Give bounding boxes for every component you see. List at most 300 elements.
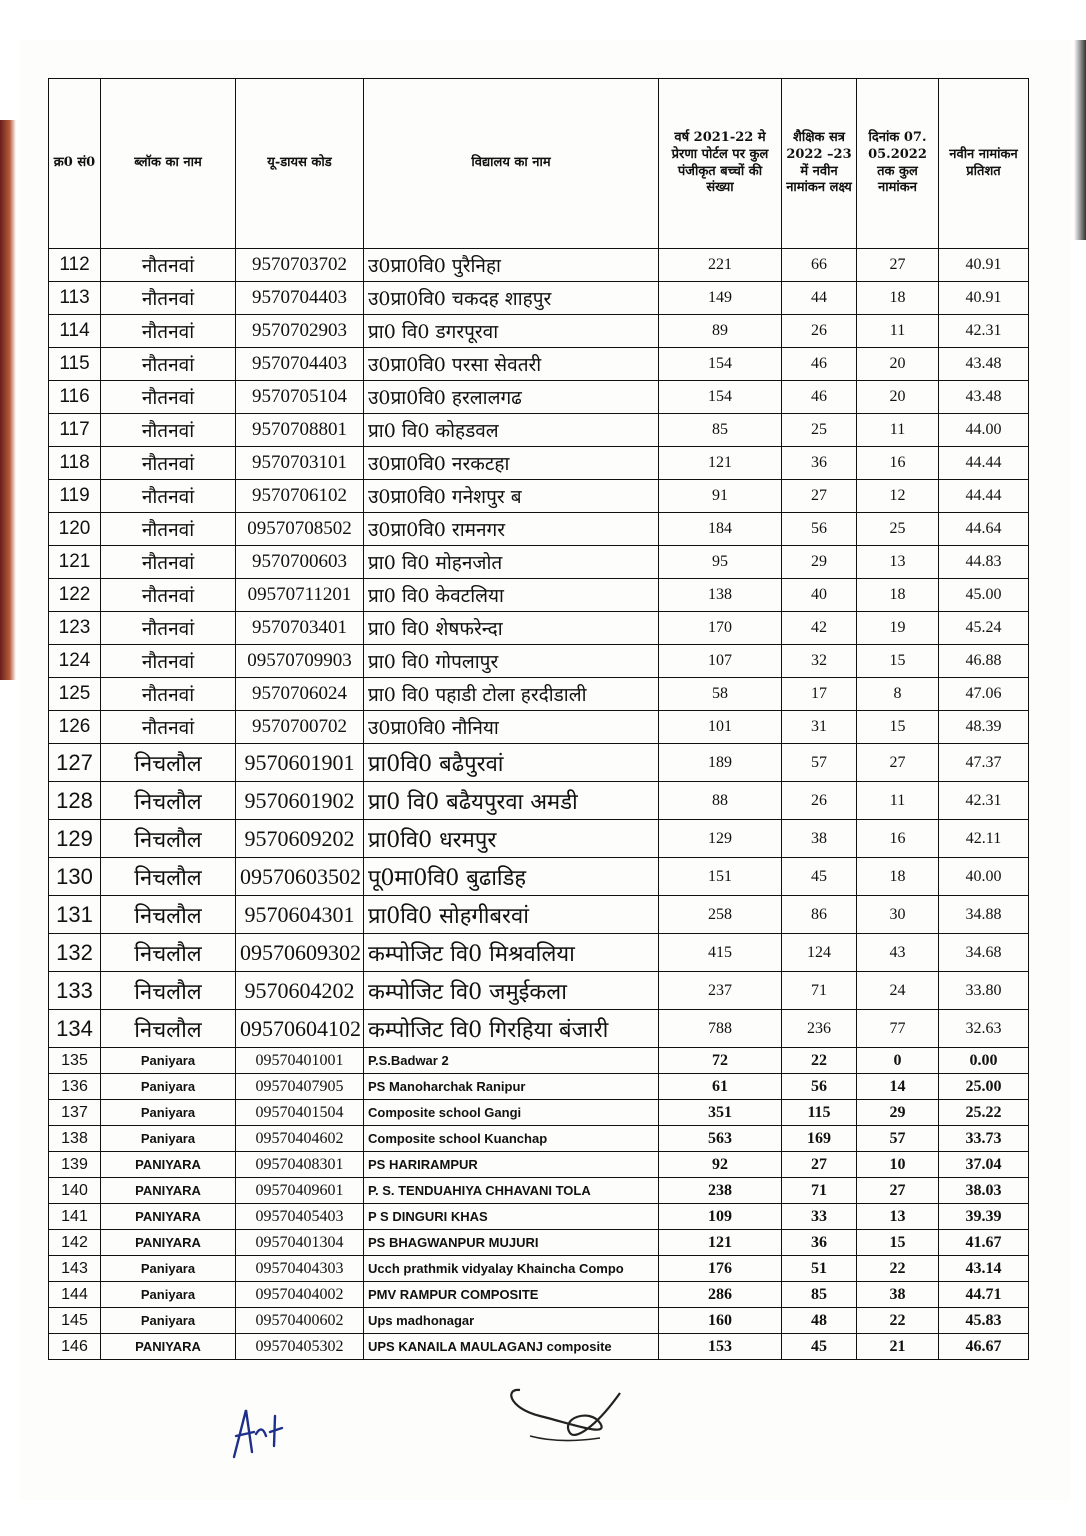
cell-percent: 38.03 bbox=[939, 1178, 1029, 1204]
cell-target: 51 bbox=[782, 1256, 857, 1282]
cell-registered: 149 bbox=[659, 282, 782, 315]
cell-serial: 118 bbox=[49, 447, 101, 480]
cell-registered: 107 bbox=[659, 645, 782, 678]
cell-serial: 113 bbox=[49, 282, 101, 315]
cell-serial: 139 bbox=[49, 1152, 101, 1178]
cell-udise-code: 9570601902 bbox=[236, 782, 364, 820]
cell-target: 236 bbox=[782, 1010, 857, 1048]
cell-target: 56 bbox=[782, 1074, 857, 1100]
cell-registered: 788 bbox=[659, 1010, 782, 1048]
cell-udise-code: 09570407905 bbox=[236, 1074, 364, 1100]
cell-serial: 125 bbox=[49, 678, 101, 711]
background-edge-left bbox=[0, 120, 16, 680]
cell-school-name: प्रा0 वि0 केवटलिया bbox=[364, 579, 659, 612]
table-row bbox=[49, 972, 1029, 1010]
cell-enrolled: 20 bbox=[857, 348, 939, 381]
cell-block: PANIYARA bbox=[101, 1152, 236, 1178]
cell-enrolled: 16 bbox=[857, 820, 939, 858]
table-row bbox=[49, 782, 1029, 820]
cell-school-name: P.S.Badwar 2 bbox=[364, 1048, 659, 1074]
cell-udise-code: 09570401304 bbox=[236, 1230, 364, 1256]
header-enrolled: दिनांक 07. 05.2022 तक कुल नामांकन bbox=[857, 79, 939, 249]
cell-registered: 91 bbox=[659, 480, 782, 513]
cell-target: 46 bbox=[782, 348, 857, 381]
table-row bbox=[49, 1074, 1029, 1100]
table-row bbox=[49, 934, 1029, 972]
cell-block: निचलौल bbox=[101, 934, 236, 972]
cell-registered: 109 bbox=[659, 1204, 782, 1230]
cell-target: 56 bbox=[782, 513, 857, 546]
cell-enrolled: 57 bbox=[857, 1126, 939, 1152]
cell-block: PANIYARA bbox=[101, 1204, 236, 1230]
cell-percent: 25.00 bbox=[939, 1074, 1029, 1100]
cell-block: Paniyara bbox=[101, 1256, 236, 1282]
initials-mark bbox=[222, 1402, 292, 1462]
background-edge-right bbox=[1074, 40, 1086, 240]
header-school: विद्यालय का नाम bbox=[364, 79, 659, 249]
cell-registered: 563 bbox=[659, 1126, 782, 1152]
cell-serial: 122 bbox=[49, 579, 101, 612]
cell-registered: 351 bbox=[659, 1100, 782, 1126]
cell-serial: 135 bbox=[49, 1048, 101, 1074]
cell-serial: 123 bbox=[49, 612, 101, 645]
cell-percent: 33.73 bbox=[939, 1126, 1029, 1152]
cell-target: 85 bbox=[782, 1282, 857, 1308]
cell-serial: 145 bbox=[49, 1308, 101, 1334]
cell-target: 48 bbox=[782, 1308, 857, 1334]
cell-udise-code: 9570703101 bbox=[236, 447, 364, 480]
cell-percent: 44.83 bbox=[939, 546, 1029, 579]
table-row bbox=[49, 414, 1029, 447]
cell-percent: 40.00 bbox=[939, 858, 1029, 896]
cell-enrolled: 15 bbox=[857, 711, 939, 744]
cell-enrolled: 30 bbox=[857, 896, 939, 934]
cell-percent: 44.71 bbox=[939, 1282, 1029, 1308]
cell-school-name: उ0प्रा0वि0 गनेशपुर ब bbox=[364, 480, 659, 513]
cell-registered: 189 bbox=[659, 744, 782, 782]
cell-target: 71 bbox=[782, 972, 857, 1010]
cell-registered: 238 bbox=[659, 1178, 782, 1204]
table-row bbox=[49, 820, 1029, 858]
cell-registered: 95 bbox=[659, 546, 782, 579]
cell-percent: 44.64 bbox=[939, 513, 1029, 546]
cell-udise-code: 9570702903 bbox=[236, 315, 364, 348]
cell-percent: 0.00 bbox=[939, 1048, 1029, 1074]
table-row bbox=[49, 282, 1029, 315]
cell-percent: 37.04 bbox=[939, 1152, 1029, 1178]
header-percent: नवीन नामांकन प्रतिशत bbox=[939, 79, 1029, 249]
cell-percent: 46.88 bbox=[939, 645, 1029, 678]
cell-target: 38 bbox=[782, 820, 857, 858]
cell-serial: 133 bbox=[49, 972, 101, 1010]
cell-enrolled: 24 bbox=[857, 972, 939, 1010]
cell-percent: 44.44 bbox=[939, 447, 1029, 480]
cell-block: Paniyara bbox=[101, 1308, 236, 1334]
cell-school-name: प्रा0 वि0 गोपलापुर bbox=[364, 645, 659, 678]
table-row bbox=[49, 645, 1029, 678]
cell-serial: 128 bbox=[49, 782, 101, 820]
cell-target: 29 bbox=[782, 546, 857, 579]
cell-percent: 44.44 bbox=[939, 480, 1029, 513]
cell-percent: 42.11 bbox=[939, 820, 1029, 858]
cell-enrolled: 16 bbox=[857, 447, 939, 480]
cell-block: Paniyara bbox=[101, 1074, 236, 1100]
cell-udise-code: 09570400602 bbox=[236, 1308, 364, 1334]
cell-school-name: पू0मा0वि0 बुढाडिह bbox=[364, 858, 659, 896]
cell-serial: 121 bbox=[49, 546, 101, 579]
cell-registered: 89 bbox=[659, 315, 782, 348]
cell-registered: 101 bbox=[659, 711, 782, 744]
table-row bbox=[49, 1204, 1029, 1230]
cell-enrolled: 22 bbox=[857, 1308, 939, 1334]
cell-registered: 138 bbox=[659, 579, 782, 612]
cell-registered: 170 bbox=[659, 612, 782, 645]
cell-school-name: प्रा0 वि0 मोहनजोत bbox=[364, 546, 659, 579]
header-registered: वर्ष 2021-22 मे प्रेरणा पोर्टल पर कुल पंजीकृत बच्चों की संख्या bbox=[659, 79, 782, 249]
cell-block: Paniyara bbox=[101, 1282, 236, 1308]
cell-percent: 44.00 bbox=[939, 414, 1029, 447]
cell-school-name: PS HARIRAMPUR bbox=[364, 1152, 659, 1178]
cell-block: नौतनवां bbox=[101, 480, 236, 513]
cell-udise-code: 9570604301 bbox=[236, 896, 364, 934]
cell-percent: 43.48 bbox=[939, 348, 1029, 381]
table-row bbox=[49, 1334, 1029, 1360]
cell-udise-code: 09570604102 bbox=[236, 1010, 364, 1048]
cell-block: PANIYARA bbox=[101, 1334, 236, 1360]
cell-target: 32 bbox=[782, 645, 857, 678]
cell-school-name: प्रा0वि0 बढैपुरवां bbox=[364, 744, 659, 782]
cell-target: 45 bbox=[782, 858, 857, 896]
cell-school-name: उ0प्रा0वि0 नौनिया bbox=[364, 711, 659, 744]
cell-target: 31 bbox=[782, 711, 857, 744]
cell-percent: 43.48 bbox=[939, 381, 1029, 414]
cell-serial: 129 bbox=[49, 820, 101, 858]
cell-target: 169 bbox=[782, 1126, 857, 1152]
header-block: ब्लॉक का नाम bbox=[101, 79, 236, 249]
cell-registered: 154 bbox=[659, 381, 782, 414]
header-target: शैक्षिक सत्र 2022 –23 में नवीन नामांकन लक्ष्य bbox=[782, 79, 857, 249]
table-row bbox=[49, 744, 1029, 782]
cell-target: 27 bbox=[782, 480, 857, 513]
cell-target: 26 bbox=[782, 315, 857, 348]
cell-block: नौतनवां bbox=[101, 513, 236, 546]
cell-enrolled: 20 bbox=[857, 381, 939, 414]
cell-enrolled: 13 bbox=[857, 1204, 939, 1230]
cell-block: PANIYARA bbox=[101, 1230, 236, 1256]
cell-serial: 137 bbox=[49, 1100, 101, 1126]
cell-udise-code: 09570404303 bbox=[236, 1256, 364, 1282]
table-row bbox=[49, 1308, 1029, 1334]
cell-enrolled: 11 bbox=[857, 414, 939, 447]
header-udise: यू-डायस कोड bbox=[236, 79, 364, 249]
cell-enrolled: 18 bbox=[857, 579, 939, 612]
cell-udise-code: 9570704403 bbox=[236, 282, 364, 315]
cell-enrolled: 27 bbox=[857, 744, 939, 782]
cell-serial: 136 bbox=[49, 1074, 101, 1100]
cell-target: 57 bbox=[782, 744, 857, 782]
cell-enrolled: 15 bbox=[857, 645, 939, 678]
cell-school-name: Ups madhonagar bbox=[364, 1308, 659, 1334]
cell-udise-code: 09570409601 bbox=[236, 1178, 364, 1204]
cell-percent: 34.68 bbox=[939, 934, 1029, 972]
cell-percent: 32.63 bbox=[939, 1010, 1029, 1048]
table-row bbox=[49, 480, 1029, 513]
table-row bbox=[49, 1256, 1029, 1282]
table-row bbox=[49, 249, 1029, 282]
cell-target: 25 bbox=[782, 414, 857, 447]
cell-percent: 47.06 bbox=[939, 678, 1029, 711]
cell-enrolled: 13 bbox=[857, 546, 939, 579]
cell-registered: 72 bbox=[659, 1048, 782, 1074]
cell-serial: 140 bbox=[49, 1178, 101, 1204]
cell-udise-code: 09570404602 bbox=[236, 1126, 364, 1152]
cell-enrolled: 11 bbox=[857, 315, 939, 348]
header-serial: क्र0 सं0 bbox=[49, 79, 101, 249]
cell-block: नौतनवां bbox=[101, 249, 236, 282]
cell-percent: 45.24 bbox=[939, 612, 1029, 645]
cell-block: निचलौल bbox=[101, 820, 236, 858]
cell-registered: 121 bbox=[659, 1230, 782, 1256]
cell-udise-code: 09570401504 bbox=[236, 1100, 364, 1126]
cell-school-name: PS BHAGWANPUR MUJURI bbox=[364, 1230, 659, 1256]
cell-school-name: उ0प्रा0वि0 हरलालगढ bbox=[364, 381, 659, 414]
cell-target: 17 bbox=[782, 678, 857, 711]
cell-block: नौतनवां bbox=[101, 447, 236, 480]
table-row bbox=[49, 858, 1029, 896]
cell-serial: 143 bbox=[49, 1256, 101, 1282]
cell-serial: 126 bbox=[49, 711, 101, 744]
cell-school-name: कम्पोजिट वि0 गिरहिया बंजारी bbox=[364, 1010, 659, 1048]
cell-target: 26 bbox=[782, 782, 857, 820]
cell-target: 27 bbox=[782, 1152, 857, 1178]
table-row bbox=[49, 1152, 1029, 1178]
cell-registered: 184 bbox=[659, 513, 782, 546]
cell-registered: 121 bbox=[659, 447, 782, 480]
table-row bbox=[49, 678, 1029, 711]
cell-enrolled: 19 bbox=[857, 612, 939, 645]
cell-registered: 61 bbox=[659, 1074, 782, 1100]
cell-registered: 85 bbox=[659, 414, 782, 447]
cell-udise-code: 9570601901 bbox=[236, 744, 364, 782]
cell-serial: 119 bbox=[49, 480, 101, 513]
cell-block: Paniyara bbox=[101, 1100, 236, 1126]
cell-enrolled: 0 bbox=[857, 1048, 939, 1074]
cell-block: Paniyara bbox=[101, 1126, 236, 1152]
cell-udise-code: 9570706024 bbox=[236, 678, 364, 711]
cell-block: नौतनवां bbox=[101, 612, 236, 645]
cell-target: 42 bbox=[782, 612, 857, 645]
cell-udise-code: 9570706102 bbox=[236, 480, 364, 513]
cell-udise-code: 09570709903 bbox=[236, 645, 364, 678]
cell-target: 36 bbox=[782, 1230, 857, 1256]
cell-target: 124 bbox=[782, 934, 857, 972]
cell-block: नौतनवां bbox=[101, 711, 236, 744]
cell-serial: 127 bbox=[49, 744, 101, 782]
cell-target: 66 bbox=[782, 249, 857, 282]
cell-serial: 112 bbox=[49, 249, 101, 282]
cell-registered: 221 bbox=[659, 249, 782, 282]
cell-enrolled: 29 bbox=[857, 1100, 939, 1126]
cell-udise-code: 09570404002 bbox=[236, 1282, 364, 1308]
table-row bbox=[49, 1282, 1029, 1308]
cell-udise-code: 9570703401 bbox=[236, 612, 364, 645]
cell-block: निचलौल bbox=[101, 1010, 236, 1048]
cell-percent: 25.22 bbox=[939, 1100, 1029, 1126]
cell-enrolled: 12 bbox=[857, 480, 939, 513]
table-row bbox=[49, 348, 1029, 381]
cell-school-name: उ0प्रा0वि0 परसा सेवतरी bbox=[364, 348, 659, 381]
cell-block: नौतनवां bbox=[101, 315, 236, 348]
cell-enrolled: 43 bbox=[857, 934, 939, 972]
cell-percent: 47.37 bbox=[939, 744, 1029, 782]
cell-serial: 131 bbox=[49, 896, 101, 934]
cell-udise-code: 9570708801 bbox=[236, 414, 364, 447]
cell-serial: 146 bbox=[49, 1334, 101, 1360]
cell-block: नौतनवां bbox=[101, 579, 236, 612]
cell-school-name: प्रा0वि0 सोहगीबरवां bbox=[364, 896, 659, 934]
cell-udise-code: 9570609202 bbox=[236, 820, 364, 858]
cell-serial: 117 bbox=[49, 414, 101, 447]
cell-school-name: PMV RAMPUR COMPOSITE bbox=[364, 1282, 659, 1308]
cell-enrolled: 38 bbox=[857, 1282, 939, 1308]
cell-school-name: प्रा0 वि0 कोहडवल bbox=[364, 414, 659, 447]
cell-percent: 43.14 bbox=[939, 1256, 1029, 1282]
cell-block: नौतनवां bbox=[101, 348, 236, 381]
cell-udise-code: 09570408301 bbox=[236, 1152, 364, 1178]
cell-school-name: प्रा0 वि0 बढैयपुरवा अमडी bbox=[364, 782, 659, 820]
cell-udise-code: 9570700603 bbox=[236, 546, 364, 579]
cell-registered: 415 bbox=[659, 934, 782, 972]
cell-school-name: PS Manoharchak Ranipur bbox=[364, 1074, 659, 1100]
enrollment-table bbox=[48, 78, 1029, 1360]
cell-percent: 40.91 bbox=[939, 282, 1029, 315]
table-body bbox=[49, 249, 1029, 1360]
table-header-row bbox=[49, 79, 1029, 249]
cell-target: 36 bbox=[782, 447, 857, 480]
cell-udise-code: 9570703702 bbox=[236, 249, 364, 282]
cell-school-name: Ucch prathmik vidyalay Khaincha Compo bbox=[364, 1256, 659, 1282]
cell-percent: 45.83 bbox=[939, 1308, 1029, 1334]
cell-percent: 48.39 bbox=[939, 711, 1029, 744]
cell-block: Paniyara bbox=[101, 1048, 236, 1074]
table-row bbox=[49, 1230, 1029, 1256]
cell-registered: 258 bbox=[659, 896, 782, 934]
cell-school-name: कम्पोजिट वि0 मिश्रवलिया bbox=[364, 934, 659, 972]
cell-enrolled: 22 bbox=[857, 1256, 939, 1282]
cell-udise-code: 09570708502 bbox=[236, 513, 364, 546]
cell-registered: 154 bbox=[659, 348, 782, 381]
cell-school-name: उ0प्रा0वि0 नरकटहा bbox=[364, 447, 659, 480]
cell-percent: 39.39 bbox=[939, 1204, 1029, 1230]
table-row bbox=[49, 546, 1029, 579]
cell-percent: 42.31 bbox=[939, 315, 1029, 348]
cell-udise-code: 09570609302 bbox=[236, 934, 364, 972]
cell-percent: 40.91 bbox=[939, 249, 1029, 282]
cell-target: 115 bbox=[782, 1100, 857, 1126]
cell-udise-code: 09570405403 bbox=[236, 1204, 364, 1230]
cell-school-name: P. S. TENDUAHIYA CHHAVANI TOLA bbox=[364, 1178, 659, 1204]
cell-school-name: उ0प्रा0वि0 पुरैनिहा bbox=[364, 249, 659, 282]
cell-block: नौतनवां bbox=[101, 381, 236, 414]
cell-block: निचलौल bbox=[101, 782, 236, 820]
cell-target: 40 bbox=[782, 579, 857, 612]
cell-serial: 124 bbox=[49, 645, 101, 678]
table-row bbox=[49, 315, 1029, 348]
cell-block: निचलौल bbox=[101, 896, 236, 934]
cell-registered: 88 bbox=[659, 782, 782, 820]
cell-enrolled: 8 bbox=[857, 678, 939, 711]
cell-serial: 142 bbox=[49, 1230, 101, 1256]
cell-block: PANIYARA bbox=[101, 1178, 236, 1204]
cell-udise-code: 9570700702 bbox=[236, 711, 364, 744]
cell-block: नौतनवां bbox=[101, 282, 236, 315]
cell-percent: 46.67 bbox=[939, 1334, 1029, 1360]
table-row bbox=[49, 711, 1029, 744]
table-row bbox=[49, 579, 1029, 612]
cell-enrolled: 18 bbox=[857, 282, 939, 315]
table-row bbox=[49, 1178, 1029, 1204]
cell-block: नौतनवां bbox=[101, 678, 236, 711]
cell-enrolled: 10 bbox=[857, 1152, 939, 1178]
cell-registered: 129 bbox=[659, 820, 782, 858]
cell-target: 71 bbox=[782, 1178, 857, 1204]
cell-enrolled: 27 bbox=[857, 1178, 939, 1204]
cell-registered: 160 bbox=[659, 1308, 782, 1334]
cell-block: निचलौल bbox=[101, 744, 236, 782]
cell-school-name: प्रा0 वि0 पहाडी टोला हरदीडाली bbox=[364, 678, 659, 711]
cell-enrolled: 18 bbox=[857, 858, 939, 896]
cell-block: नौतनवां bbox=[101, 414, 236, 447]
cell-block: नौतनवां bbox=[101, 546, 236, 579]
cell-serial: 114 bbox=[49, 315, 101, 348]
table-row bbox=[49, 612, 1029, 645]
cell-school-name: उ0प्रा0वि0 चकदह शाहपुर bbox=[364, 282, 659, 315]
cell-serial: 120 bbox=[49, 513, 101, 546]
cell-enrolled: 27 bbox=[857, 249, 939, 282]
cell-registered: 151 bbox=[659, 858, 782, 896]
cell-serial: 138 bbox=[49, 1126, 101, 1152]
cell-enrolled: 77 bbox=[857, 1010, 939, 1048]
cell-enrolled: 14 bbox=[857, 1074, 939, 1100]
cell-serial: 134 bbox=[49, 1010, 101, 1048]
cell-percent: 41.67 bbox=[939, 1230, 1029, 1256]
table-row bbox=[49, 513, 1029, 546]
cell-udise-code: 09570401001 bbox=[236, 1048, 364, 1074]
table-row bbox=[49, 1126, 1029, 1152]
cell-school-name: UPS KANAILA MAULAGANJ composite bbox=[364, 1334, 659, 1360]
cell-udise-code: 09570603502 bbox=[236, 858, 364, 896]
cell-percent: 33.80 bbox=[939, 972, 1029, 1010]
table-row bbox=[49, 1010, 1029, 1048]
cell-registered: 153 bbox=[659, 1334, 782, 1360]
cell-udise-code: 9570704403 bbox=[236, 348, 364, 381]
cell-target: 44 bbox=[782, 282, 857, 315]
cell-school-name: प्रा0वि0 धरमपुर bbox=[364, 820, 659, 858]
cell-registered: 58 bbox=[659, 678, 782, 711]
table-row bbox=[49, 1048, 1029, 1074]
cell-percent: 45.00 bbox=[939, 579, 1029, 612]
table-row bbox=[49, 896, 1029, 934]
cell-udise-code: 09570711201 bbox=[236, 579, 364, 612]
table-row bbox=[49, 447, 1029, 480]
cell-serial: 130 bbox=[49, 858, 101, 896]
cell-school-name: Composite school Gangi bbox=[364, 1100, 659, 1126]
cell-target: 33 bbox=[782, 1204, 857, 1230]
cell-school-name: P S DINGURI KHAS bbox=[364, 1204, 659, 1230]
cell-enrolled: 15 bbox=[857, 1230, 939, 1256]
cell-school-name: Composite school Kuanchap bbox=[364, 1126, 659, 1152]
cell-serial: 116 bbox=[49, 381, 101, 414]
